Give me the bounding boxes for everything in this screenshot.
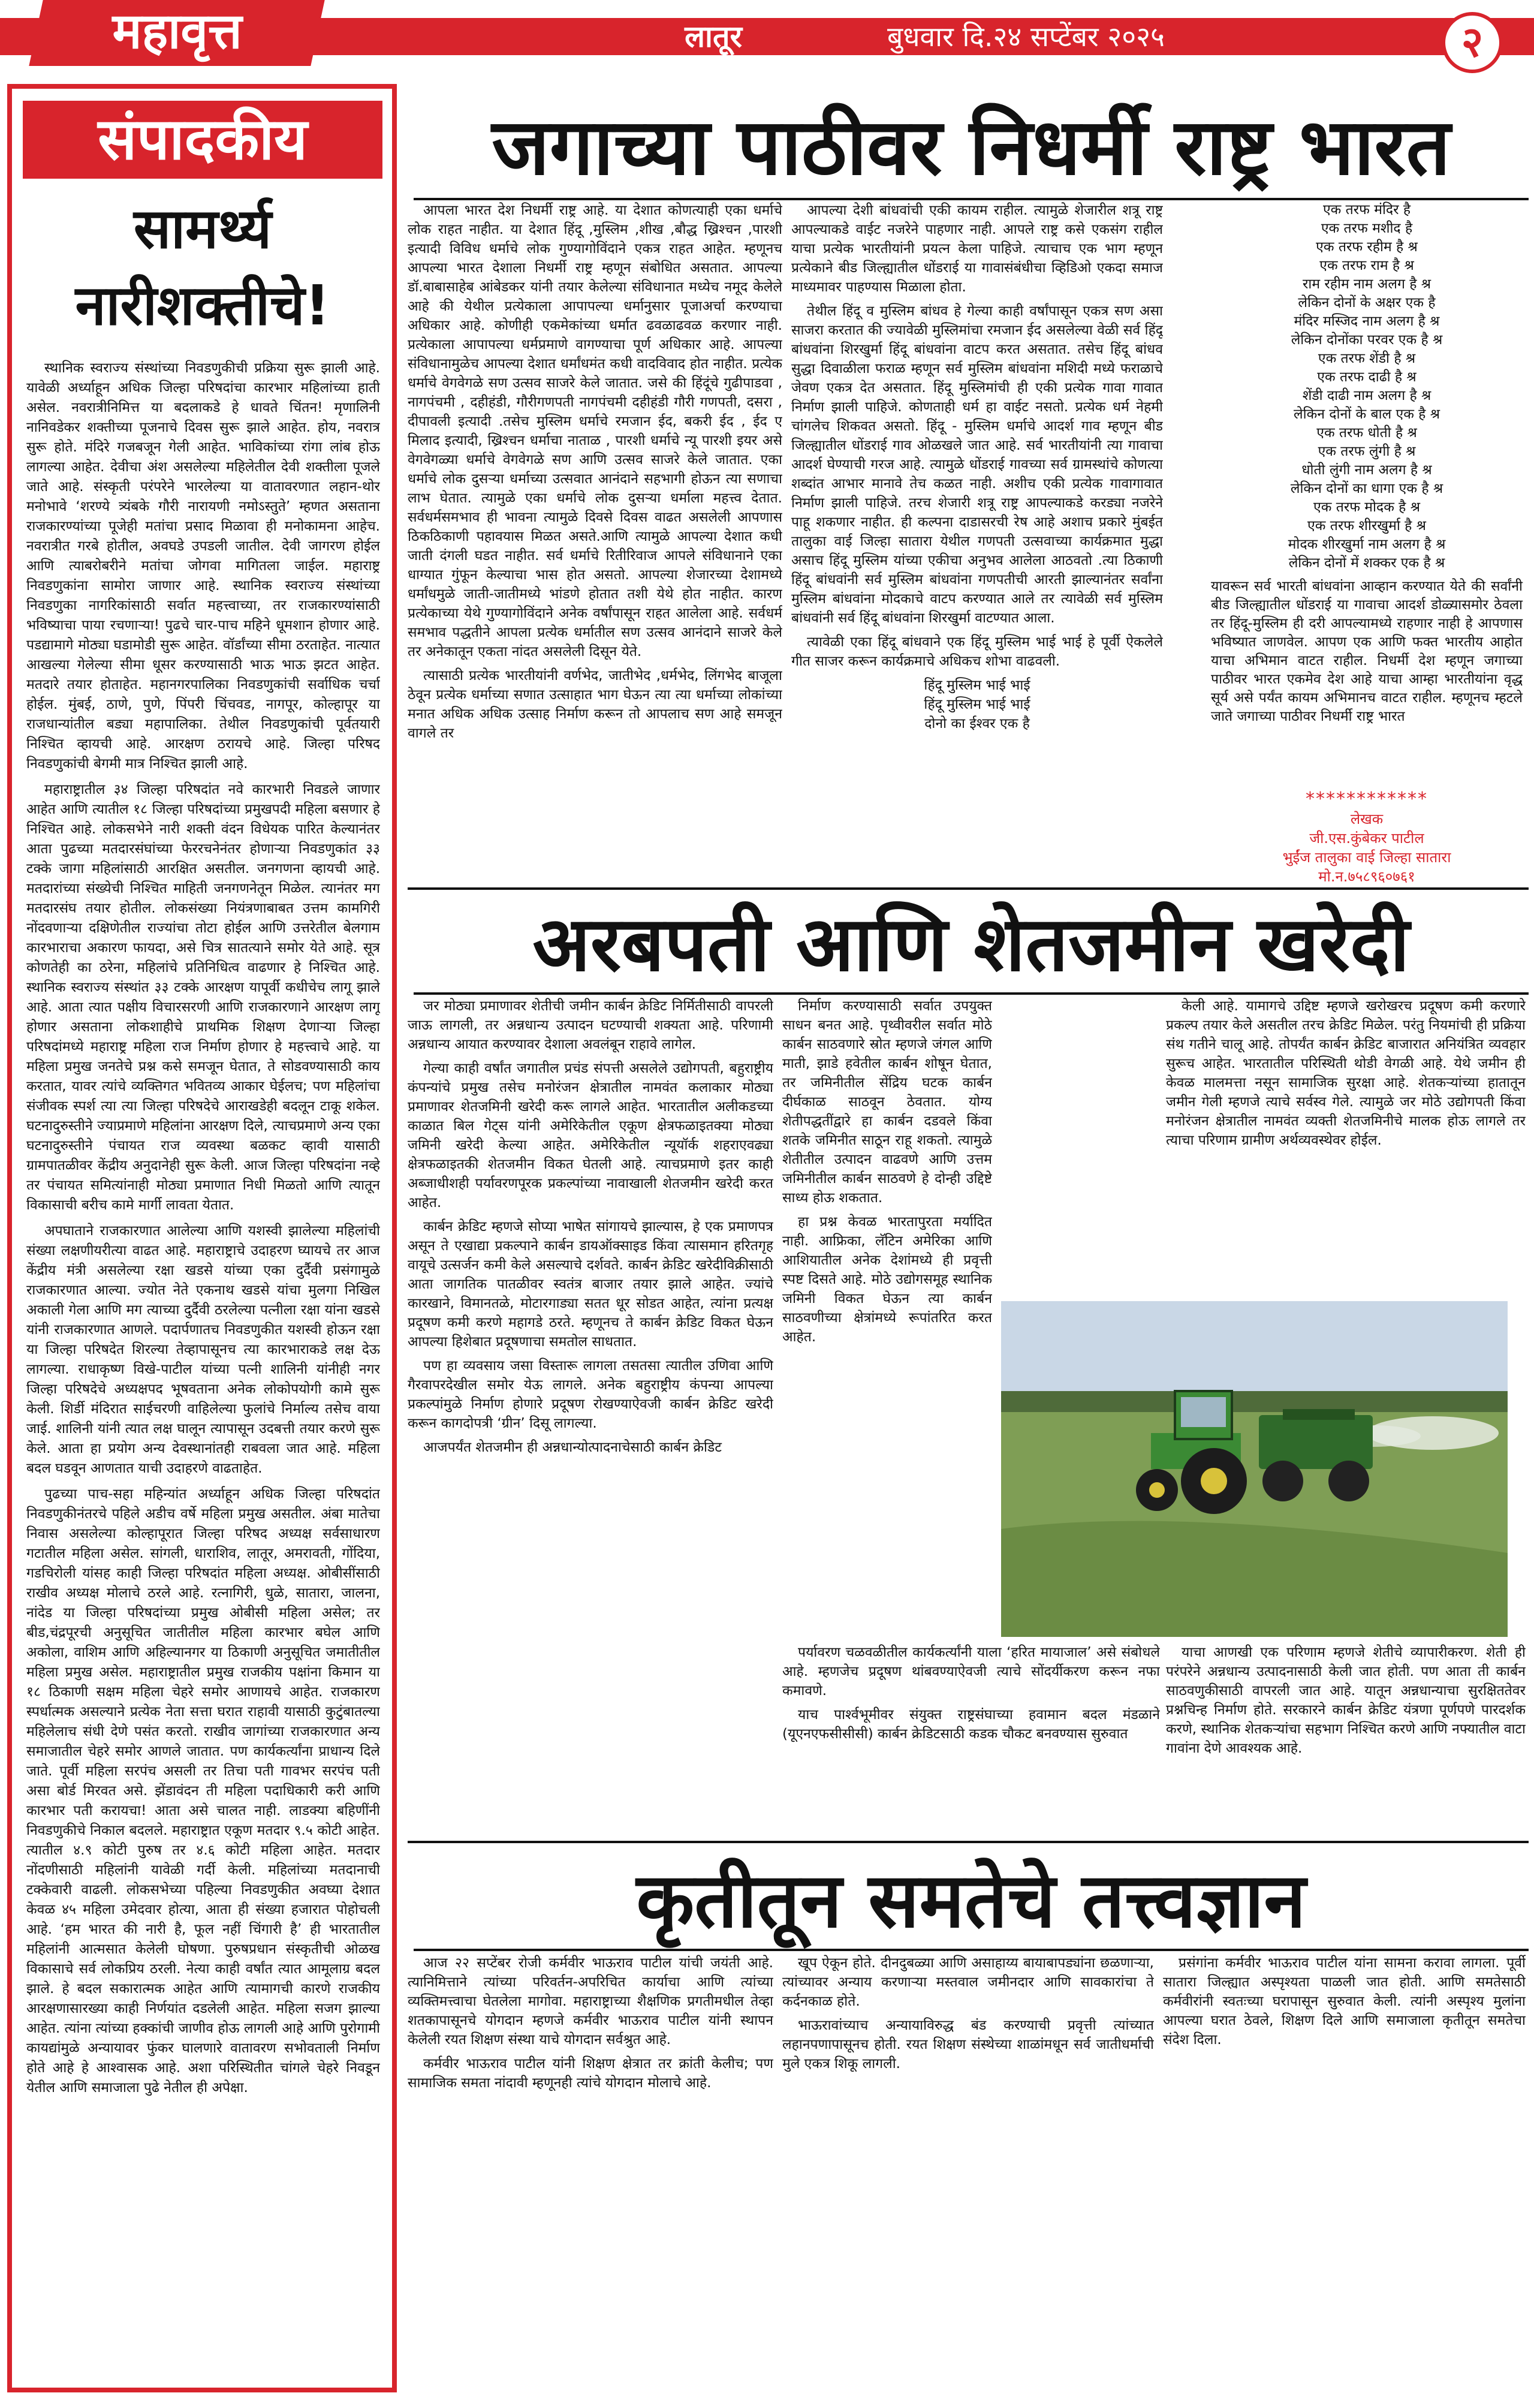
editorial-paragraph: पुढच्या पाच-सहा महिन्यांत अर्ध्याहून अधिक जिल्हा परिषदांत निवडणुकीनंतरचे पहिले अडीच वर्षे महिला प्रमुख असतील. अंबा मातेचा निवास असलेल्या कोल्हापूरात जिल्हा परिषद अध्यक्ष सर्वसाधारण गटातील महिला असेल. सांगली, धाराशिव, लातूर, अमरावती, गोंदिया, गडचिरोली यांसह काही जिल्हा परिषदांत महिला अध्यक्ष. ओबीसींसाठी राखीव अध्यक्ष मोलाचे ठरले आहे. रत्नागिरी, धुळे, सातारा, जालना, नांदेड या जिल्हा परिषदांच्या प्रमुख ओबीसी महिला असेल; तर बीड,चंद्रपूरची अनुसूचित जातीतील महिला कारभार बघेल आणि अकोला, वाशिम आणि अहिल्यानगर या ठिकाणी अनुसूचित जमातीतील महिला प्रमुख असेल. महाराष्ट्रातील प्रमुख राजकीय पक्षांना किमान या १८ ठिकाणी सक्षम महिला चेहरे समोर आणायचे आहेत. राजकारण स्पर्धात्मक असल्याने प्रत्येक नेता सत्ता घरात राहावी यासाठी कुटुंबातल्या महिलेलाच संधी देणे पसंत करतो. राखीव जागांच्या राजकारणात अन्य समाजातील चेहरे समोर आणले जातात. पण कार्यकर्त्यांना प्राधान्य दिले जाते. पूर्वी महिला सरपंच असली तर तिचा पती गावभर सरपंच पती असा बोर्ड मिरवत असे. झेंडावंदन ती महिला पदाधिकारी करी आणि कारभार पती करायचा! आता असे चालत नाही. लाडक्या बहिणींनी निवडणुकीचे निकाल बदलले. महाराष्ट्रात एकूण मतदार ९.५ कोटी आहेत. त्यातील ४.९ कोटी पुरुष तर ४.६ कोटी महिला आहेत. मतदार नोंदणीसाठी महिलांनी यावेळी गर्दी केली. महिलांच्या मतदानाची टक्केवारी वाढली. लोकसभेच्या पहिल्या निवडणुकीत अवघ्या देशात केवळ ४५ महिला उमेदवार होत्या, आता ही संख्या हजारात पोहोचली आहे. ‘हम भारत की नारी है, फूल नहीं चिंगारी है’ ही भारतातील महिलांनी आत्मसात केलेली घोषणा. पुरुषप्रधान संस्कृतीची ओळख विकासाचे सर्व लोकप्रिय ठरली. नेत्या काही वर्षांत त्यात आमूलाग्र बदल झाले. हे बदल सकारात्मक आहेत आणि त्यामागची कारणे राजकीय आरक्षणासारख्या काही निर्णयांत दडलेली आहेत. महिला सजग झाल्या आहेत. त्यांना त्यांच्या हक्कांची जाणीव होऊ लागली आहे आणि पुरोगामी कायद्यांमुळे अन्यायावर फुंकर घालणारे वातावरण सभोवताली निर्माण होते आहे हे आश्वासक आहे. अशा परिस्थितीत चांगले चेहरे निवडून येतील आणि समाजाला पुढे नेतील ही अपेक्षा. <box>26 1486 380 2096</box>
poem-line: मोदक शीरखुर्मा नाम अलग है श्र <box>1288 537 1446 552</box>
poem-line: लेकिन दोनों में शक्कर एक है श्र <box>1288 555 1445 571</box>
editorial-paragraph: स्थानिक स्वराज्य संस्थांच्या निवडणुकीची प्रक्रिया सुरू झाली आहे. यावेळी अर्ध्याहून अधिक जिल्हा परिषदांचा कारभार महिलांच्या हाती असेल. नवरात्रीनिमित्त या बदलाकडे हे धावते चिंतन! मृणालिनी नानिवडेकर शक्तीच्या पूजनाचे दिवस सुरू झाले आहेत. होय, नवरात्र सुरू होते. मंदिरे गजबजून गेली आहेत. भाविकांच्या रांगा लांब होऊ लागल्या आहेत. देवीचा अंश असलेल्या महिलेतील देवी शक्तीला पूजले जाते आहे. संस्कृती परंपरेने भारलेल्या या वातावरणात लहान-थोर मनोभावे ‘शरण्ये त्र्यंबके गौरी नारायणी नमोऽस्तुते’ म्हणत असताना राजकारण्यांच्या पूजेही मतांचा प्रसाद मिळावा ही मनोकामना आहेच. नवरात्रीत गरबे होतील, अवघडे उपडली जातील. देवी जागरण होईल आणि त्याबरोबरीने मतांचा जोगवा मागितला जाईल. महाराष्ट्र निवडणुकांना सामोरा जाणार आहे. स्थानिक स्वराज्य संस्थांच्या निवडणुका नागरिकांसाठी सर्वात महत्त्वाच्या, तर राजकारण्यांसाठी भविष्याचा पाया रचणाऱ्या! पुढचे चार-पाच महिने धूमशान होणार आहे. पडद्यामागे मोठ्या घडामोडी सुरू आहेत. वॉर्डांच्या सीमा ठरताहेत. नात्यात आखल्या गेलेल्या सीमा धूसर करण्यासाठी भाऊ भाऊ झटत आहेत. मतदारे तयार होताहेत. महानगरपालिका निवडणुकांची सर्वाधिक चर्चा होईल. मुंबई, ठाणे, पुणे, पिंपरी चिंचवड, नागपूर, कोल्हापूर या राजधान्यांतील बड्या महापालिका. तेथील निवडणुकांची पूर्वतयारी निश्चित व्हायची आहे. आरक्षण ठरायचे आहे. जिल्हा परिषद निवडणुकांची बेगमी मात्र निश्चित झाली आहे. <box>26 360 380 772</box>
hopper-lid <box>1283 1409 1355 1420</box>
article1-paragraph: तेथील हिंदू व मुस्लिम बांधव हे गेल्या काही वर्षांपासून एकत्र सण असा साजरा करतात की ज्यावेळी मुस्लिमांचा रमजान ईद असलेल्या वेळी सर्व हिंदू बांधवांना शिरखुर्मा हिंदू बांधवांना वाटप करत असतात. तसेच हिंदू बांधव सुद्धा दिवाळीला फराळ म्हणून सर्व मुस्लिम बांधवांना मशिदी मध्ये फराळाचे जेवण एकत्र देत असतात. हिंदू मुस्लिमांची ही एकी प्रत्येक गावा गावात निर्माण झाली पाहिजे. कोणताही धर्म हा वाईट नसतो. प्रत्येक धर्म नेहमी चांगलेच शिकवत असतो. हिंदू - मुस्लिम धर्माचे आदर्श गाव म्हणून बीड जिल्ह्यातील धोंडराई गाव ओळखले जात आहे. सर्व भारतीयांनी त्या गावाचा आदर्श घेण्याची गरज आहे. त्यामुळे धोंडराई गावच्या सर्व ग्रामस्थांचे कोणत्या शब्दांत आभार मानावे तेच कळत नाही. अशीच एकी प्रत्येक गावागावात निर्माण झाली पाहिजे. तरच शेजारी शत्रू राष्ट्र आपल्याकडे करड्या नजरेने पाहू शकणार नाहीत. ही कल्पना दाडासरची रेष आहे अशाच प्रकारे मुंबईत तालुका वाई जिल्हा सातारा येथील गणपती उत्सवाच्या कार्यक्रमात मुद्धा असाच हिंदू मुस्लिम यांच्या एकीचा अनुभव आलेला आठवतो .त्या ठिकाणी हिंदू बांधवांनी सर्व मुस्लिम बांधवांना गणपतीची आरती झाल्यानंतर सर्वांना मुस्लिम बांधवांना मोदकाचे वाटप करण्यात आले तर त्यावेळी सर्व मुस्लिम बांधवांनी सर्व हिंदू बांधवांना शिरखुर्मा वाटण्यात आला. <box>791 303 1163 626</box>
article1-paragraph: त्यासाठी प्रत्येक भारतीयांनी वर्णभेद, जातीभेद ,धर्मभेद, लिंगभेद बाजूला ठेवून प्रत्येक धर्माच्या सणात उत्साहात भाग घेऊन त्या त्या धर्माच्या लोकांच्या मनात अधिक अधिक उत्साह निर्माण करून तो आपलाच सण आहे समजून वागले तर <box>408 668 782 741</box>
article1-column-2 <box>791 201 1163 884</box>
tractor-photo <box>1001 1301 1508 1637</box>
article2-paragraph: याच पार्श्वभूमीवर संयुक्त राष्ट्रसंघाच्या हवामान बदल मंडळाने (यूएनएफसीसीसी) कार्बन क्रेडिटसाठी कडक चौकट बनवण्यास सुरुवात <box>782 1707 1160 1742</box>
brand-logo <box>29 0 324 66</box>
article1-paragraph: आपला भारत देश निधर्मी राष्ट्र आहे. या देशात कोणत्याही एका धर्माचे लोक राहत नाहीत. या देशात हिंदू ,मुस्लिम ,शीख ,बौद्ध ख्रिश्चन ,पारशी इत्यादी विविध धर्माचे लोक गुण्यागोविंदाने एकत्र राहत आहेत. म्हणूनच आपल्या भारत देशाला निधर्मी राष्ट्र म्हणून संबोधित असतात. आपल्या डॉ.बाबासाहेब आंबेडकर यांनी तयार केलेल्या संविधानात मध्येच नमूद केलेले आहे की येथील प्रत्येकाला आपापल्या धर्मानुसार पूजाअर्चा करण्याचा अधिकार आहे. कोणीही एकमेकांच्या धर्मात ढवळाढवळ करणार नाही. प्रत्येकाला आपापल्या धर्मप्रमाणे वागण्याचा पूर्ण अधिकार आहे. आपल्या संविधानामुळेच आपल्या देशात धर्मांधमंत कधी वादविवाद होत नाहीत. प्रत्येक धर्माचे वेगवेगळे सण उत्सव साजरे केले जातात. जसे की हिंदूंचे गुढीपाडवा , नागपंचमी , दहीहंडी, गौरीगणपती नागपंचमी दहीहंडी गौरी गणपती, दसरा , दीपावली इत्यादी .तसेच मुस्लिम धर्माचे रमजान ईद, बकरी ईद , ईद ए मिलाद इत्यादी, ख्रिश्चन धर्माचा नाताळ , पारशी धर्माचे न्यू पारशी इयर असे वेगवेगळ्या धर्माचे वेगवेगळे सण आणि उत्सव साजरे केले जातात. एका धर्माचे लोक दुसऱ्या धर्माच्या उत्सवात आनंदाने सहभागी होऊन त्या सणाचा लाभ घेतात. त्यामुळे एका धर्माचे लोक दुसऱ्या धर्माला महत्त्व देतात. सर्वधर्मसमभाव ही भावना त्यामुळे दिवसे दिवस वाढत असलेली आपणास ठिकठिकाणी पहावयास मिळत असते.आणि त्यामुळे आपल्या देशात कधी जाती दंगली घडत नाहीत. सर्व धर्माचे रितीरिवाज आपले संविधानाने एका धाग्यात गुंफून केल्याचा भास होत असतो. आपल्या शेजारच्या देशामध्ये धर्मांधमुळे जाती-जातीमध्ये भांडणे होतात तशी येथे होत नाहीत. कारण प्रत्येकाच्या येथे गुण्यागोविंदाने अनेक वर्षांपासून राहत आलेला आहे. सर्वधर्म समभाव पद्धतीने आपला प्रत्येक धर्मातील सण उत्सव आनंदाने साजरे केले तर अनेकातून एकता नांदत असलेली दिसून येते. <box>408 203 782 660</box>
article1-paragraph: आपल्या देशी बांधवांची एकी कायम राहील. त्यामुळे शेजारील शत्रू राष्ट्र आपल्याकडे वाईट नजरेने पाहणार नाही. आपले राष्ट्र कसे एकसंग राहील याचा प्रत्येक भारतीयांनी प्रयत्न केला पाहिजे. त्याचाच एक भाग म्हणून प्रत्येकाने बीड जिल्ह्यातील धोंडराई या गावासंबंधीचा व्हिडिओ एकदा समाज माध्यमावर पाहण्यास मिळाला होता. <box>791 203 1163 295</box>
article2-paragraph: जर मोठ्या प्रमाणावर शेतीची जमीन कार्बन क्रेडिट निर्मितीसाठी वापरली जाऊ लागली, तर अन्नधान्य उत्पादन घटण्याची शक्यता आहे. परिणामी अन्नधान्य आयात करण्यावर देशाला अवलंबून राहावे लागेल. <box>408 998 773 1052</box>
poem-line: एक तरफ मशीद है <box>1321 221 1413 236</box>
article1-paragraph: त्यावेळी एका हिंदू बांधवाने एक हिंदू मुस्लिम भाई भाई हे पूर्वी ऐकलेले गीत साजर करून कार्यक्रमाचे अधिकच शोभा वाढवली. <box>791 634 1163 669</box>
editorial-title-line2: नारीशक्तीचे! <box>75 273 330 338</box>
article1-column-1 <box>408 201 782 884</box>
brand-text: महावृत्त <box>112 3 242 60</box>
article2-column-3 <box>1166 997 1526 1296</box>
cab-window <box>1181 1397 1226 1427</box>
divider <box>414 198 1529 200</box>
divider <box>408 887 1529 890</box>
issue-date: बुधवार दि.२४ सप्टेंबर २०२५ <box>887 20 1165 53</box>
wheel-hub <box>1149 1482 1165 1498</box>
edition-city: लातूर <box>685 19 742 54</box>
article1-byline <box>1211 788 1523 886</box>
spreader-hopper <box>1259 1415 1373 1469</box>
article2-paragraph: हा प्रश्न केवळ भारतापुरता मर्यादित नाही. आफ्रिका, लॅटिन अमेरिका आणि आशियातील अनेक देशांमध्ये ही प्रवृत्ती स्पष्ट दिसते आहे. मोठे उद्योगसमूह स्थानिक जमिनी विकत घेऊन त्या कार्बन साठवणीच्या क्षेत्रांमध्ये रूपांतरित करत आहेत. <box>782 1214 992 1345</box>
article3-paragraph: खूप ऐकून होते. दीनदुबळ्या आणि असाहाय्य बायाबापड्यांना छळणाऱ्या, त्यांच्यावर अन्याय करणाऱ्या मस्तवाल जमीनदार आणि सावकारांचा ते कर्दनकाळ होते. <box>782 1955 1154 2009</box>
poem-line: एक तरफ राम है श्र <box>1319 258 1414 273</box>
divider <box>408 1841 1529 1843</box>
article3-paragraph: भाऊरावांच्याच अन्यायाविरुद्ध बंड करण्याची प्रवृत्ती त्यांच्यात लहानपणापासूनच होती. रयत शिक्षण संस्थेच्या शाळांमधून सर्व जातीधर्माची मुले एकत्र शिकू लागली. <box>782 2018 1154 2072</box>
poem-line: एक तरफ लुंगी है श्र <box>1318 444 1416 459</box>
article2-paragraph: कार्बन क्रेडिट म्हणजे सोप्या भाषेत सांगायचे झाल्यास, हे एक प्रमाणपत्र असून ते एखाद्या प्रकल्पाने कार्बन डायऑक्साइड किंवा त्यासमान हरितगृह वायूचे उत्सर्जन कमी केले असल्याचे दर्शवते. कार्बन क्रेडिट खरेदीविक्रीसाठी आता जागतिक पातळीवर स्वतंत्र बाजार तयार झाले आहेत. ज्यांचे कारखाने, विमानतळे, मोटारगाड्या सतत धूर सोडत आहेत, त्यांना प्रत्यक्ष प्रदूषण कमी करणे महागडे ठरते. म्हणूनच ते कार्बन क्रेडिट विकत घेऊन आपल्या हिशेबात प्रदूषणाचा समतोल साधतात. <box>408 1219 773 1350</box>
byline-phone: मो.न.७५८९६०७६१ <box>1318 868 1415 885</box>
poem-line: मंदिर मस्जिद नाम अलग है श्र <box>1294 314 1440 329</box>
article3-paragraph: कर्मवीर भाऊराव पाटील यांनी शिक्षण क्षेत्रात तर क्रांती केलीच; पण सामाजिक समता नांदावी म्हणूनही त्यांचे योगदान मोलाचे आहे. <box>408 2056 773 2091</box>
article2-headline: अरबपती आणि शेतजमीन खरेदी <box>532 900 1410 988</box>
article2-paragraph: पर्यावरण चळवळीतील कार्यकर्त्यांनी याला ‘हरित मायाजाल’ असे संबोधले आहे. म्हणजेच प्रदूषण थांबवण्याऐवजी त्याचे सोंदर्यीकरण करून नफा कमावणे. <box>782 1645 1160 1699</box>
poem-line: लेकिन दोनों के बाल एक है श्र <box>1294 407 1440 422</box>
byline-label: लेखक <box>1350 811 1384 827</box>
article2-paragraph: केली आहे. यामागचे उद्दिष्ट म्हणजे खरोखरच प्रदूषण कमी करणारे प्रकल्प तयार केले असतील तरच क्रेडिट मिळेल. परंतु नियमांची ही प्रक्रिया संथ गतीने चालू आहे. तोपर्यंत कार्बन क्रेडिट बाजारात अनियंत्रित व्यवहार सुरूच आहेत. भारतातील परिस्थिती थोडी वेगळी आहे. येथे जमीन ही केवळ मालमत्ता नसून सामाजिक सुरक्षा आहे. शेतकऱ्यांच्या हातातून जमीन गेली म्हणजे त्याचे सर्वस्व गेले. त्यामुळे जर मोठे उद्योगपती किंवा मनोरंजन क्षेत्रातील नामवंत व्यक्ती शेतजमिनीचे मालक होऊ लागले तर त्याचा परिणाम ग्रामीण अर्थव्यवस्थेवर होईल. <box>1166 998 1526 1148</box>
poem-line: एक तरफ शेंडी है श्र <box>1318 351 1416 366</box>
article3-paragraph: प्रसंगांना कर्मवीर भाऊराव पाटील यांना सामना करावा लागला. पूर्वी सातारा जिल्ह्यात अस्पृश्यता पाळली जात होती. आणि समतेसाठी कर्मवीरांनी स्वतःच्या घरापासून सुरुवात केली. त्यांनी अस्पृश्य मुलांना आपल्या घरात ठेवले, शिक्षण दिले आणि समाजाला कृतीतून समतेचा संदेश दिला. <box>1163 1955 1526 2048</box>
poem-line: एक तरफ दाढी है श्र <box>1317 369 1417 385</box>
article3-column-3 <box>1163 1954 1526 2397</box>
poem-line: एक तरफ शीरखुर्मा है श्र <box>1307 518 1426 534</box>
poem-line: एक तरफ मोदक है श्र <box>1313 499 1420 515</box>
verse-line: हिंदू मुस्लिम भाई भाई <box>924 678 1030 693</box>
byline-place: भुईंज तालुका वाई जिल्हा सातारा <box>1282 849 1451 866</box>
article3-column-1 <box>408 1954 773 2397</box>
article1-poem <box>1211 201 1523 726</box>
article3-paragraph: आज २२ सप्टेंबर रोजी कर्मवीर भाऊराव पाटील यांची जयंती आहे. त्यानिमित्ताने त्यांच्या परिवर्तन-अपरिचित कार्याचा आणि त्यांच्या व्यक्तिमत्त्वाचा घेतलेला मागोवा. महाराष्ट्राच्या शैक्षणिक प्रगतीमधील तेव्हा शतकापासूनचे योगदान म्हणजे कर्मवीर भाऊराव पाटील यांनी स्थापन केलेली रयत शिक्षण संस्था याचे योगदान सर्वश्रुत आहे. <box>408 1955 773 2048</box>
divider <box>414 1949 1529 1951</box>
poem-line: लेकिन दोनोंका परवर एक है श्र <box>1291 332 1443 348</box>
editorial-paragraph: महाराष्ट्रातील ३४ जिल्हा परिषदांत नवे कारभारी निवडले जाणार आहेत आणि त्यातील १८ जिल्हा परिषदांच्या प्रमुखपदी महिला बसणार हे निश्चित आहे. लोकसभेने नारी शक्ती वंदन विधेयक पारित केल्यानंतर आता पुढच्या मतदारसंघांच्या फेररचनेनंतर होणाऱ्या निवडणुकांत ३३ टक्के जागा महिलांसाठी आरक्षित असतील. जनगणना व्हायची आहे. मतदारांच्या संख्येची निश्चित माहिती जनगणनेतून मिळेल. त्यानंतर मग मतदारसंघ तयार होतील. लोकसंख्या नियंत्रणाबाबत उत्तम कामगिरी नोंदवणाऱ्या दक्षिणेतील राज्यांचा तोटा होईल आणि उत्तरेतील बेलगाम कारभाराचा अकारण फायदा, असे चित्र सातत्याने समोर येते आहे. सूत्र कोणतेही का ठरेना, महिलांचे प्रतिनिधित्व वाढणार हे निश्चित आहे. स्थानिक स्वराज्य संस्थांत ३३ टक्के आरक्षण यापूर्वी कधीचेच लागू झाले आहे. आता त्यात पक्षीय विचारसरणी आणि राजकारणाने आरक्षण लागू होणार असताना लोकशाहीचे प्राथमिक शिक्षण देणाऱ्या जिल्हा परिषदांमध्ये महाराष्ट्र महिला राज निर्माण होणार हे महत्त्वाचे आहे. या महिला प्रमुख जनतेचे प्रश्न कसे समजून घेतात, ते सोडवण्यासाठी काय करतात, यावर त्यांचे व्यक्तिगत भवितव्य आकार घेईलच; पण महिलांचा संजीवक स्पर्श त्या त्या जिल्हा परिषदेचे आराखडेही बदलून टाकू शकेल. घटनादुरुस्तीने ज्याप्रमाणे महिलांना आरक्षण दिले, त्याचप्रमाणे अन्य एका घटनादुरुस्तीने पंचायत राज व्यवस्था बळकट व्हावी यासाठी ग्रामपातळीवर केंद्रीय अनुदानेही सुरू केली. आज जिल्हा परिषदांना नव्हे तर पंचायत समित्यांनाही मोठ्या प्रमाणात निधी मिळतो आणि त्यातून विकासाची बरीच कामे मार्गी लावता येतात. <box>26 782 380 1213</box>
poem-line: धोती लुंगी नाम अलग है श्र <box>1301 462 1432 478</box>
article2-column-2b <box>782 1643 1160 1833</box>
treeline <box>1001 1391 1508 1415</box>
poem-line: एक तरफ मंदिर है <box>1322 202 1411 218</box>
article2-paragraph: पण हा व्यवसाय जसा विस्तारू लागला तसतसा त्यातील उणिवा आणि गैरवापरदेखील समोर येऊ लागले. अनेक बहुराष्ट्रीय कंपन्या आपल्या प्रकल्पांमुळे निर्माण होणारे प्रदूषण रोखण्याऐवजी कार्बन क्रेडिट खरेदी करून कागदोपत्री ‘ग्रीन’ दिसू लागल्या. <box>408 1358 773 1431</box>
poem-closing: यावरून सर्व भारती बांधवांना आव्हान करण्यात येते की सर्वांनी बीड जिल्ह्यातील धोंडराई या गावाचा आदर्श डोळ्यासमोर ठेवला तर हिंदू-मुस्लिम ही दरी आपल्यामध्ये राहणार नाही हे आपणास भविष्यात जाणवेल. आपण एक आणि फक्त भारतीय आहोत याचा अभिमान वाटत राहील. निधर्मी देश म्हणून जगाच्या पाठीवर भारत एकमेव देश आहे याचा आम्हा भारतीयांना वृद्ध सूर्य असे पर्यंत कायम अभिमानच वाटत राहील. म्हणूनच म्हटले जाते जगाच्या पाठीवर निधर्मी राष्ट्र भारत <box>1211 579 1523 724</box>
article1-headline: जगाच्या पाठीवर निधर्मी राष्ट्र भारत <box>492 101 1451 192</box>
verse-line: हिंदू मुस्लिम भाई भाई <box>924 697 1030 712</box>
editorial-paragraph: अपघाताने राजकारणात आलेल्या आणि यशस्वी झालेल्या महिलांची संख्या लक्षणीयरीत्या वाढत आहे. महाराष्ट्राचे उदाहरण घ्यायचे तर आज केंद्रीय मंत्री असलेल्या रक्षा खडसे यांच्या एका दुर्दैवी प्रसंगामुळे राजकारणात आल्या. ज्योत नेते एकनाथ खडसे यांचा मुलगा निखिल अकाली गेला आणि मग त्याच्या दुर्दैवी ठरलेल्या पत्नीला रक्षा यांना खडसे यांनी राजकारणात आणले. पदार्पणातच निवडणुकीत यशस्वी होऊन रक्षा या जिल्हा परिषदेत शिरल्या तेव्हापासूनच त्या कारभाराकडे लक्ष देऊ लागल्या. राधाकृष्ण विखे-पाटील यांच्या पत्नी शालिनी यांनीही नगर जिल्हा परिषदेचे अध्यक्षपद भूषवताना अनेक लोकोपयोगी कामे सुरू केली. शिर्डी मंदिरात साईचरणी वाहिलेल्या फुलांचे निर्माल्य तसेच वाया जाई. शालिनी यांनी त्यात लक्ष घालून त्यापासून उदबत्ती तयार करणे सुरू केले. आता हा प्रयोग अन्य देवस्थानांतही राबवला जात आहे. महिला बदल घडवून आणतात याची उदाहरणे वाढताहेत. <box>26 1223 380 1476</box>
editorial-title <box>23 191 382 344</box>
article2-column-3b <box>1166 1643 1526 1833</box>
trailer-wheel <box>1262 1461 1303 1501</box>
poem-line: लेकिन दोनों का धागा एक है श्र <box>1290 481 1443 496</box>
poem-line: लेकिन दोनों के अक्षर एक है <box>1298 295 1436 311</box>
poem-line: एक तरफ धोती है श्र <box>1316 425 1417 441</box>
divider <box>414 992 1529 995</box>
verse-line: दोनो का ईश्वर एक है <box>924 716 1030 732</box>
poem-line: शेंडी दाढी नाम अलग है श्र <box>1302 388 1431 404</box>
editorial-body <box>26 359 380 2379</box>
trailer-wheel <box>1328 1461 1369 1501</box>
tractor-illustration <box>1001 1301 1508 1637</box>
article2-paragraph: निर्माण करण्यासाठी सर्वात उपयुक्त साधन बनत आहे. पृथ्वीवरील सर्वात मोठे कार्बन साठवणारे स्रोत म्हणजे जंगल आणि माती, झाडे हवेतील कार्बन शोषून घेतात, तर जमिनीतील सेंद्रिय घटक कार्बन दीर्घकाळ साठवून ठेवतात. योग्य शेतीपद्धतींद्वारे हा कार्बन दडवले किंवा शतके जमिनीत साठून राहू शकतो. त्यामुळे शेतीतील उत्पादन वाढवणे आणि उत्तम जमिनीतील कार्बन साठवणे हे दोन्ही उद्दिष्टे साध्य होऊ शकतात. <box>782 998 992 1206</box>
wheel-hub <box>1201 1468 1227 1494</box>
article3-column-2 <box>782 1954 1154 2397</box>
page-number: २ <box>1442 12 1503 73</box>
article2-paragraph: गेल्या काही वर्षांत जगातील प्रचंड संपत्ती असलेले उद्योगपती, बहुराष्ट्रीय कंपन्यांचे प्रमुख तसेच मनोरंजन क्षेत्रातील नामवंत कलाकार मोठ्या प्रमाणावर शेतजमिनी खरेदी करू लागले आहेत. भारतातील अलीकडच्या काळात बिल गेट्स यांनी अमेरिकेतील एकूण क्षेत्रफळाइतक्या मोठ्या जमिनी खरेदी केल्या आहेत. अमेरिकेतील न्यूयॉर्क शहराएवढ्या क्षेत्रफळाइतकी शेतजमीन विकत घेतली आहे. त्याचप्रमाणे इतर काही अब्जाधीशही पर्यावरणपूरक प्रकल्पांच्या नावाखाली शेतजमीन खरेदी करत आहेत. <box>408 1061 773 1211</box>
article1-verse <box>791 676 1163 733</box>
article3-headline: कृतीतून समतेचे तत्त्वज्ञान <box>636 1856 1306 1945</box>
editorial-box <box>7 84 397 2392</box>
article2-column-2 <box>782 997 992 1632</box>
editorial-label: संपादकीय <box>23 101 382 179</box>
article2-paragraph: याचा आणखी एक परिणाम म्हणजे शेतीचे व्यापारीकरण. शेती ही परंपरेने अन्नधान्य उत्पादनासाठी केली जात होती. पण आता ती कार्बन साठवणुकीसाठी वापरली जात आहे. यातून अन्नधान्याचा सुरक्षिततेवर प्रश्नचिन्ह निर्माण होते. सरकारने कार्बन क्रेडिट यंत्रणा पूर्णपणे पारदर्शक करणे, स्थानिक शेतकऱ्यांचा सहभाग निश्चित करणे आणि नफ्यातील वाटा गावांना देणे आवश्यक आहे. <box>1166 1645 1526 1756</box>
article2-paragraph: आजपर्यंत शेतजमीन ही अन्नधान्योत्पादनाचेसाठी कार्बन क्रेडिट <box>423 1440 722 1455</box>
poem-line: राम रहीम नाम अलग है श्र <box>1302 276 1431 292</box>
article2-column-1 <box>408 997 773 1833</box>
byline-name: जी.एस.कुंबेकर पाटील <box>1309 830 1424 847</box>
masthead <box>0 0 1534 72</box>
editorial-title-line1: सामर्थ्य <box>134 197 272 261</box>
byline-stars: ************ <box>1306 788 1428 809</box>
poem-line: एक तरफ रहीम है श्र <box>1316 239 1418 255</box>
